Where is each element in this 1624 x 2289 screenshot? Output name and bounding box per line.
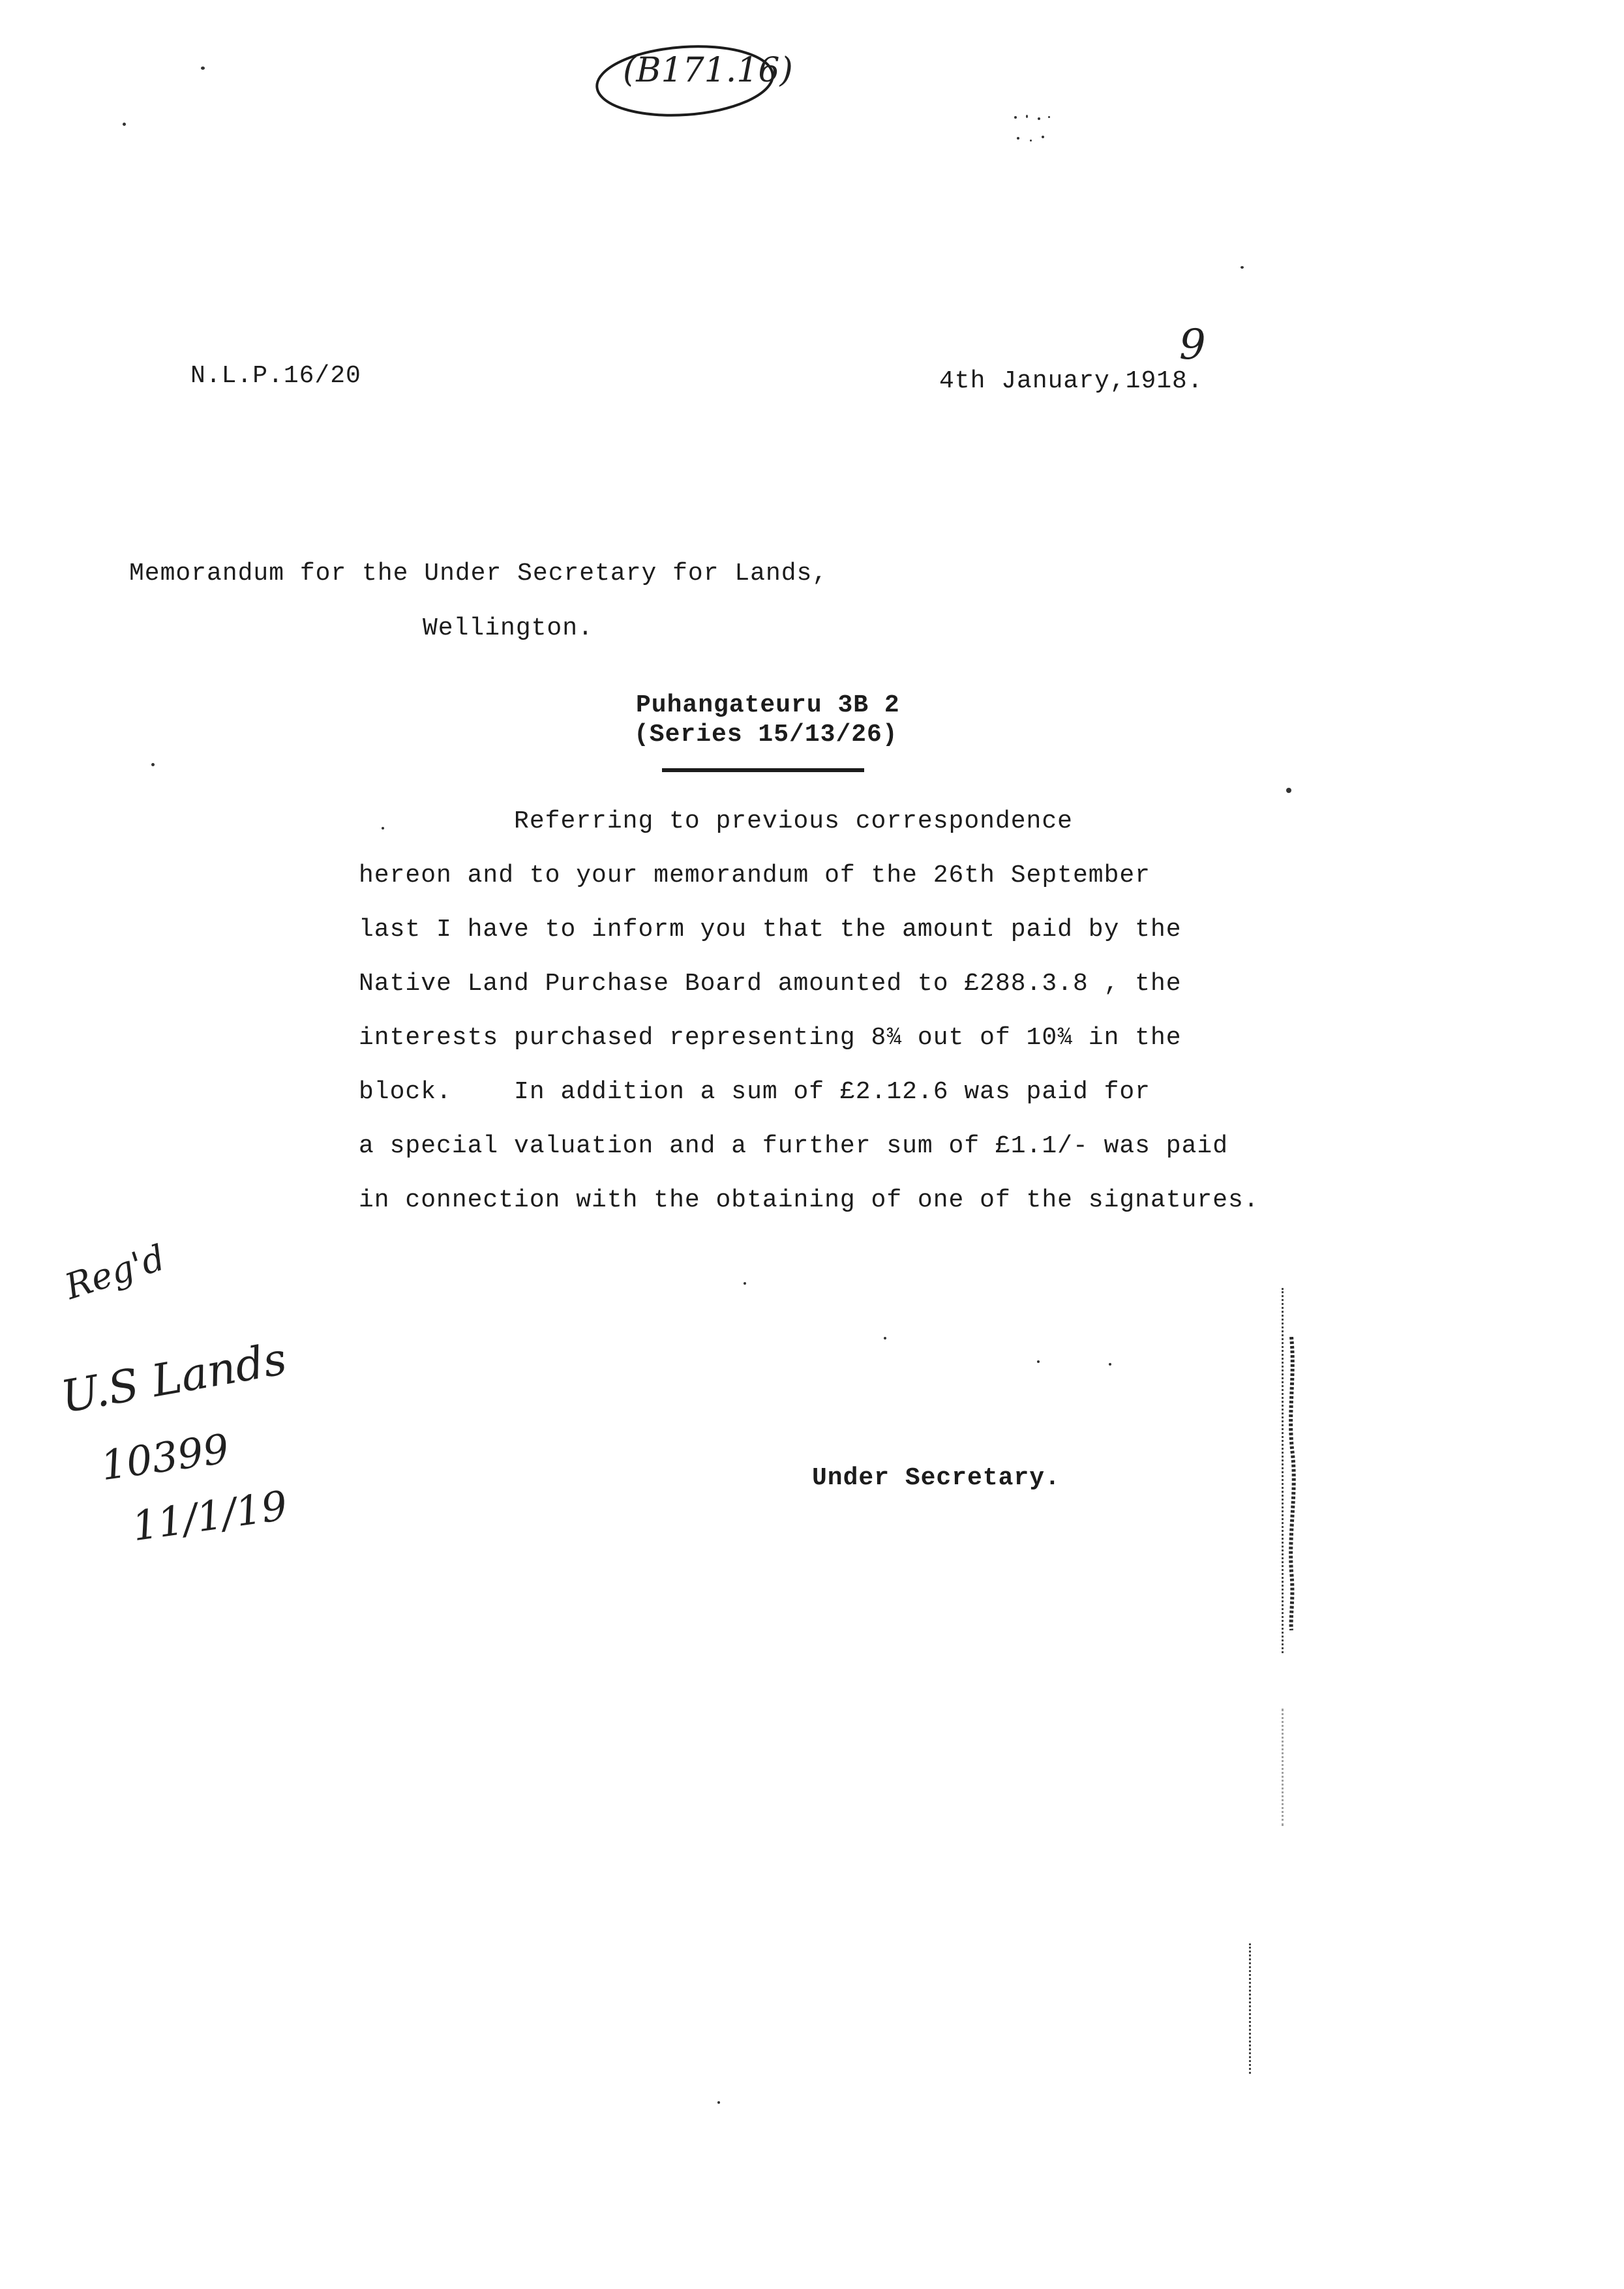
edge-scratch-mark <box>1249 1943 1260 2074</box>
faint-stamp-mark <box>1008 111 1066 150</box>
letter-date: 4th January,1918. <box>939 367 1203 395</box>
body-line: block. In addition a sum of £2.12.6 was paid for <box>359 1078 1150 1106</box>
body-line: in connection with the obtaining of one of the signatures. <box>359 1186 1259 1214</box>
handwritten-note-date: 11/1/19 <box>129 1481 290 1551</box>
body-line: Referring to previous correspondence <box>359 807 1073 835</box>
body-line: interests purchased representing 8¾ out of 10¾ in the <box>359 1024 1182 1052</box>
speck <box>744 1282 746 1285</box>
speck <box>151 763 155 766</box>
speck <box>201 67 205 70</box>
speck <box>123 123 126 126</box>
archive-mark: (B171.16) <box>623 51 793 90</box>
body-line: Native Land Purchase Board amounted to £288.3.8 , the <box>359 970 1182 998</box>
speck <box>717 2101 720 2104</box>
subject-series: (Series 15/13/26) <box>634 721 898 749</box>
speck <box>1109 1363 1111 1366</box>
body-line: hereon and to your memorandum of the 26th September <box>359 861 1150 890</box>
body-line: a special valuation and a further sum of £1.1/- was paid <box>359 1132 1229 1160</box>
speck <box>1037 1360 1040 1363</box>
speck <box>1286 788 1291 793</box>
date-correction-handwritten: 9 <box>1179 321 1206 369</box>
signature-title: Under Secretary. <box>812 1464 1060 1492</box>
handwritten-note-number: 10399 <box>98 1424 232 1490</box>
speck <box>884 1337 886 1339</box>
subject-title: Puhangateuru 3B 2 <box>636 691 900 719</box>
handwritten-note-lands: U.S Lands <box>57 1333 291 1424</box>
subject-underline <box>662 768 864 772</box>
body-paragraph <box>359 794 1311 1227</box>
addressee-line: Memorandum for the Under Secretary for Lands, <box>129 560 828 588</box>
edge-shadow-mark <box>1278 1337 1304 1630</box>
speck <box>1241 266 1244 269</box>
edge-scratch-mark <box>1282 1709 1293 1826</box>
reference-number: N.L.P.16/20 <box>190 362 361 390</box>
body-line: last I have to inform you that the amount paid by the <box>359 916 1182 944</box>
handwritten-note-registered: Reg'd <box>60 1236 170 1308</box>
addressee-city: Wellington. <box>423 614 594 642</box>
